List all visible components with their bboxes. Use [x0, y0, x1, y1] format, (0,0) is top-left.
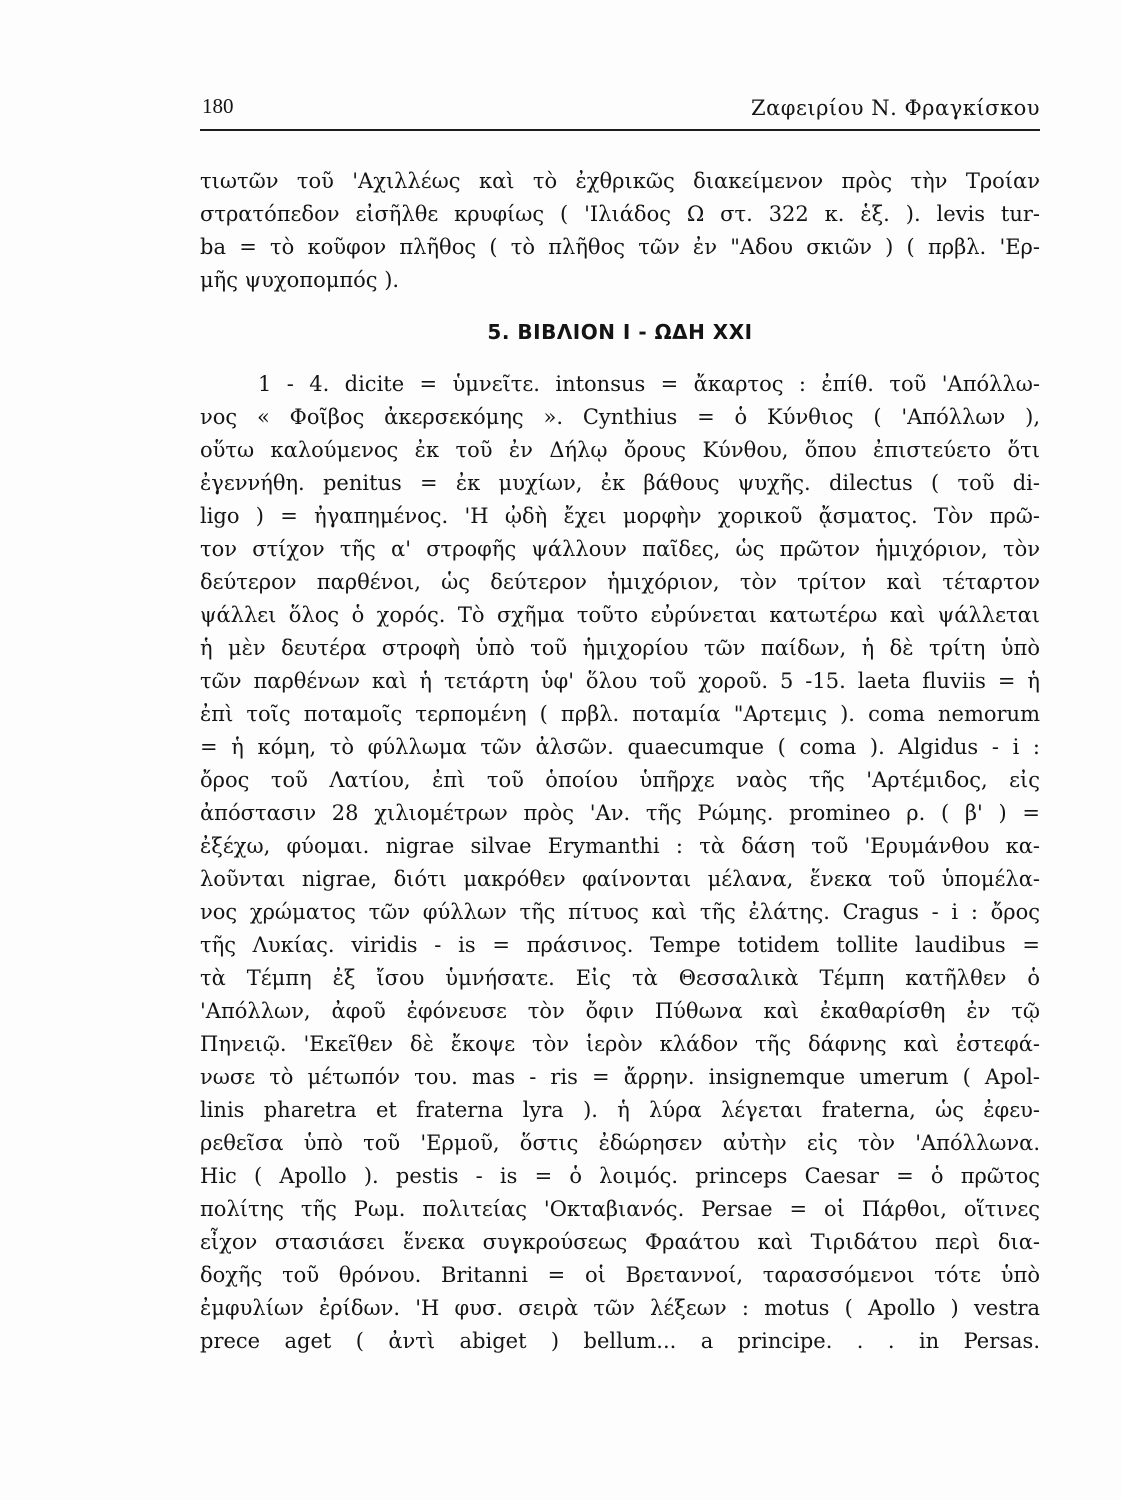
text-line: τιωτῶν τοῦ 'Αχιλλέως καὶ τὸ ἐχθρικῶς διακείμενον πρὸς τὴν Τροίαν — [200, 169, 1040, 193]
text-line: στρατόπεδον εἰσῆλθε κρυφίως ( 'Ιλιάδος Ω στ. 322 κ. ἑξ. ). levis tur- — [200, 202, 1040, 226]
header-rule — [200, 129, 1040, 131]
text-line: νωσε τὸ μέτωπόν του. mas - ris = ἄρρην. insignemque umerum ( Apol- — [200, 1065, 1040, 1089]
text-line: δεύτερον παρθένοι, ὡς δεύτερον ἡμιχόριον, τὸν τρίτον καὶ τέταρτον — [200, 570, 1040, 594]
intro-paragraph — [200, 165, 1040, 297]
text-line: πολίτης τῆς Ρωμ. πολιτείας 'Οκταβιανός. Persae = οἱ Πάρθοι, οἵτινες — [200, 1197, 1040, 1221]
commentary-paragraph — [200, 368, 1040, 1358]
text-line: νος χρώματος τῶν φύλλων τῆς πίτυος καὶ τῆς ἐλάτης. Cragus - i : ὄρος — [200, 900, 1040, 924]
text-line: εἶχον στασιάσει ἕνεκα συγκρούσεως Φραάτου καὶ Τιριδάτου περὶ δια- — [200, 1230, 1040, 1254]
text-line: = ἡ κόμη, τὸ φύλλωμα τῶν ἀλσῶν. quaecumque ( coma ). Algidus - i : — [200, 735, 1040, 759]
text-line: τὰ Τέμπη ἐξ ἴσου ὑμνήσατε. Εἰς τὰ Θεσσαλικὰ Τέμπη κατῆλθεν ὁ — [200, 966, 1040, 990]
text-line: ba = τὸ κοῦφον πλῆθος ( τὸ πλῆθος τῶν ἐν "Αδου σκιῶν ) ( πρβλ. 'Ερ- — [200, 235, 1040, 259]
section-heading: 5. ΒΙΒΛΙΟΝ Ι - ΩΔΗ XXI — [487, 320, 753, 344]
text-line: Hic ( Apollo ). pestis - is = ὁ λοιμός. princeps Caesar = ὁ πρῶτος — [200, 1164, 1040, 1188]
text-line: ψάλλει ὅλος ὁ χορός. Τὸ σχῆμα τοῦτο εὐρύνεται κατωτέρω καὶ ψάλλεται — [200, 603, 1040, 627]
text-line: τῶν παρθένων καὶ ἡ τετάρτη ὑφ' ὅλου τοῦ χοροῦ. 5 -15. laeta fluviis = ἡ — [200, 669, 1040, 693]
text-line: ligo ) = ἠγαπημένος. 'Η ᾠδὴ ἔχει μορφὴν χορικοῦ ᾄσματος. Τὸν πρῶ- — [200, 504, 1040, 528]
running-head: Ζαφειρίου Ν. Φραγκίσκου — [750, 96, 1040, 120]
text-line: μῆς ψυχοπομπός ). — [200, 268, 400, 292]
text-line: νος « Φοῖβος ἀκερσεκόμης ». Cynthius = ὁ Κύνθιος ( 'Απόλλων ), — [200, 405, 1040, 429]
text-line: ἀπόστασιν 28 χιλιομέτρων πρὸς 'Αν. τῆς Ρώμης. promineo ρ. ( β' ) = — [200, 801, 1040, 825]
text-line: δοχῆς τοῦ θρόνου. Britanni = οἱ Βρεταννοί, ταρασσόμενοι τότε ὑπὸ — [200, 1263, 1040, 1287]
text-line: ἐπὶ τοῖς ποταμοῖς τερπομένη ( πρβλ. ποταμία "Αρτεμις ). coma nemorum — [200, 702, 1040, 726]
page-header — [200, 94, 1040, 126]
text-line: τον στίχον τῆς α' στροφῆς ψάλλουν παῖδες, ὡς πρῶτον ἡμιχόριον, τὸν — [200, 537, 1040, 561]
text-line: ρεθεῖσα ὑπὸ τοῦ 'Ερμοῦ, ὅστις ἐδώρησεν αὐτὴν εἰς τὸν 'Απόλλωνα. — [200, 1131, 1040, 1155]
text-line: Πηνειῷ. 'Εκεῖθεν δὲ ἔκοψε τὸν ἱερὸν κλάδον τῆς δάφνης καὶ ἐστεφά- — [200, 1032, 1040, 1056]
text-line: 'Απόλλων, ἀφοῦ ἐφόνευσε τὸν ὄφιν Πύθωνα καὶ ἐκαθαρίσθη ἐν τῷ — [200, 999, 1040, 1023]
text-line: ἐξέχω, φύομαι. nigrae silvae Erymanthi : τὰ δάση τοῦ 'Ερυμάνθου κα- — [200, 834, 1040, 858]
text-line: λοῦνται nigrae, διότι μακρόθεν φαίνονται μέλανα, ἕνεκα τοῦ ὑπομέλα- — [200, 867, 1040, 891]
text-line: ὄρος τοῦ Λατίου, ἐπὶ τοῦ ὁποίου ὑπῆρχε ναὸς τῆς 'Αρτέμιδος, εἰς — [200, 768, 1040, 792]
page-number: 180 — [202, 94, 234, 118]
text-line: οὕτω καλούμενος ἐκ τοῦ ἐν Δήλῳ ὄρους Κύνθου, ὅπου ἐπιστεύετο ὅτι — [200, 438, 1040, 462]
text-line: prece aget ( ἀντὶ abiget ) bellum... a principe. . . in Persas. — [200, 1329, 1040, 1353]
text-line: ἐμφυλίων ἐρίδων. 'Η φυσ. σειρὰ τῶν λέξεων : motus ( Apollo ) vestra — [200, 1296, 1040, 1320]
text-line: ἡ μὲν δευτέρα στροφὴ ὑπὸ τοῦ ἡμιχορίου τῶν παίδων, ἡ δὲ τρίτη ὑπὸ — [200, 636, 1040, 660]
text-line: ἐγεννήθη. penitus = ἐκ μυχίων, ἐκ βάθους ψυχῆς. dilectus ( τοῦ di- — [200, 471, 1040, 495]
text-line: 1 - 4. dicite = ὑμνεῖτε. intonsus = ἄκαρτος : ἐπίθ. τοῦ 'Απόλλω- — [258, 372, 1040, 396]
text-line: linis pharetra et fraterna lyra ). ἡ λύρα λέγεται fraterna, ὡς ἐφευ- — [200, 1098, 1040, 1122]
text-line: τῆς Λυκίας. viridis - is = πράσινος. Tempe totidem tollite laudibus = — [200, 933, 1040, 957]
